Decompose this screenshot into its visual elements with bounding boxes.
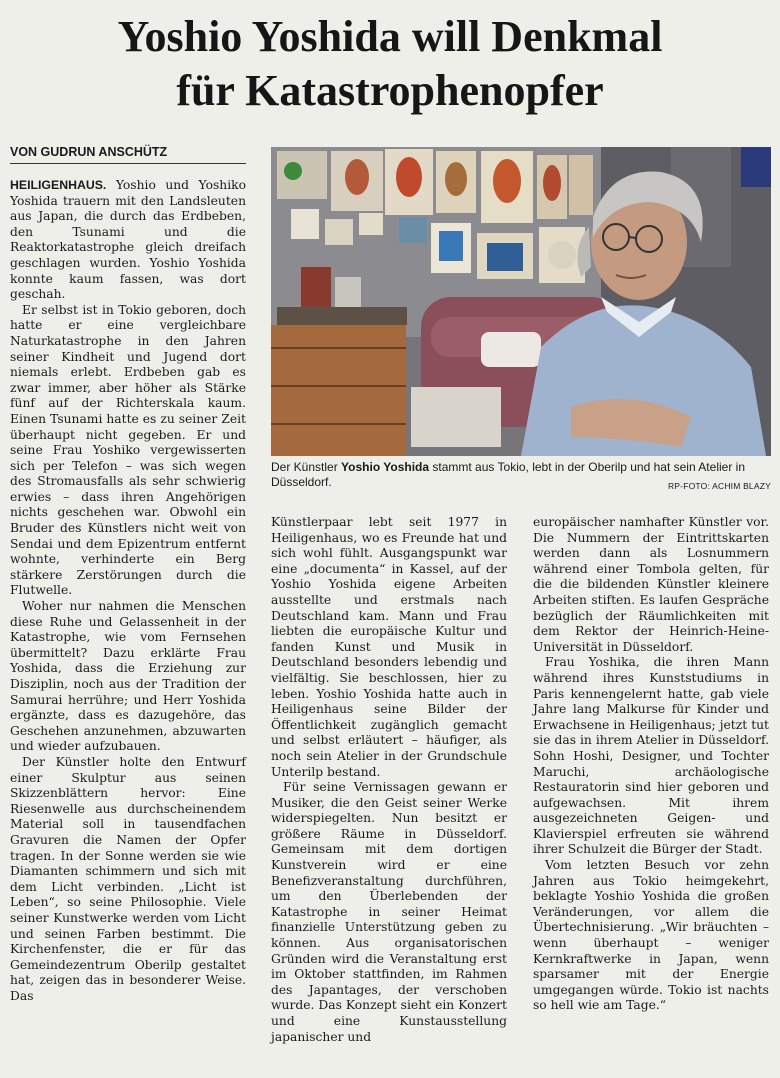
paragraph: Woher nur nahmen die Menschen diese Ruhe und Gelassenheit in der Katastrophe, wie vom Fernsehen übermittelt? Dazu erklärte Frau Yoshida, dass die Erziehung zur Disziplin, noch aus der Tradition der Samurai herrühre; und Herr Yoshida ergänzte, dass es dazugehöre, das Geschehen anzunehmen, abzuwarten und wieder aufzubauen.: [10, 599, 246, 754]
dateline: HEILIGENHAUS.: [10, 178, 107, 192]
photo-credit: RP-FOTO: ACHIM BLAZY: [667, 481, 771, 491]
paragraph: Vom letzten Besuch vor zehn Jahren aus Tokio heimgekehrt, beklagte Yoshio Yoshida die großen Veränderungen, vor allem die Übertechnisierung. „Wir bräuchten – wenn überhaupt – weniger Kernkraftwerke in Japan, wenn sparsamer mit der Energie umgegangen würde. Tokio ist nachts so hell wie am Tage.“: [533, 858, 769, 1013]
paragraph: Frau Yoshika, die ihren Mann während ihres Kunststudiums in Paris kennengelernt hatte, gab viele Jahre lang Malkurse für Kinder und Erwachsene in Heiligenhaus; jetzt tut sie das in ihrem Atelier in Düsseldorf. Sohn Hoshi, Designer, und Tochter Maruchi, archäologische Restauratorin sind hier geboren und aufgewachsen. Mit ihrem ausgezeichneten Geigen- und Klavierspiel erfreuten sie während ihrer Schulzeit die Bürger der Stadt.: [533, 655, 769, 857]
paragraph: Der Künstler holte den Entwurf einer Skulptur aus seinen Skizzenblättern hervor: Eine Riesenwelle aus durchscheinendem Material soll in tausendfachen Gravuren die Namen der Opfer tragen. In der Sonne werden sie wie Diamanten schimmern und sich mit dem Licht verbinden. „Licht ist Leben“, so seine Philosophie. Viele seiner Kunstwerke werden vom Licht und seinen Farben bestimmt. Die Kirchenfenster, die er für das Gemeindezentrum Oberilp gestaltet hat, zeigen das in besonderer Weise. Das: [10, 754, 246, 1003]
paragraph: Er selbst ist in Tokio geboren, doch hatte er eine vergleichbare Naturkatastrophe in den Jahren seiner Kindheit und Jugend dort niemals erlebt. Erdbeben gab es zwar immer, aber höher als Stärke fünf auf der Richterskala kaum. Einen Tsunami hatte es zu seiner Zeit überhaupt nicht gegeben. Er und seine Frau Yoshiko vergewisserten sich per Telefon – was sich wegen des Stromausfalls als sehr schwierig erwies – dass ihren Angehörigen nichts geschehen war. Obwohl ein Bruder des Künstlers nicht weit von Sendai und dem Epizentrum entfernt wohnte, verhinderte ein Berg stärkere Zerstörungen durch die Flutwelle.: [10, 302, 246, 598]
caption-name: Yoshio Yoshida: [341, 460, 430, 474]
photo-artist-in-studio: [271, 147, 771, 456]
article-column-2: [271, 515, 507, 1045]
paragraph: europäischer namhafter Künstler vor. Die Nummern der Eintrittskarten werden dann als Losnummern während einer Tombola gelten, für die die bildenden Künstler kleinere Arbeiten stiften. Es laufen Gespräche bezüglich der Räumlichkeiten mit dem Rektor der Heinrich-Heine-Universität in Düsseldorf.: [533, 515, 769, 654]
byline: VON GUDRUN ANSCHÜTZ: [10, 145, 246, 164]
caption-text: stammt aus Tokio, lebt in der Oberilp und hat sein Atelier in Düsseldorf.: [271, 460, 745, 489]
headline-line-2: für Katastrophenopfer: [176, 66, 604, 115]
paragraph: Für seine Vernissagen gewann er Musiker, die den Geist seiner Werke widerspiegelten. Nun besitzt er größere Räume in Düsseldorf. Gemeinsam mit dem dortigen Kunstverein wird er eine Benefizveranstaltung durchführen, um den Überlebenden der Katastrophe in seiner Heimat finanzielle Unterstützung geben zu können. Aus organisatorischen Gründen wird die Veranstaltung erst im Oktober stattfinden, im Rahmen des Japantages, der verschoben wurde. Das Konzept sieht ein Konzert und eine Kunstausstellung japanischer und: [271, 780, 507, 1044]
paragraph-text: Yoshio und Yoshiko Yoshida trauern mit den Landsleuten aus Japan, die durch das Erdbeben, den Tsunami und die Reaktorkatastrophe gleich dreifach geschlagen wurden. Yoshio Yoshida konnte kaum fassen, was dort geschah.: [10, 178, 246, 302]
paragraph: [10, 178, 246, 303]
paragraph: Künstlerpaar lebt seit 1977 in Heiligenhaus, wo es Freunde hat und sich wohl fühlt. Ausgangspunkt war eine „documenta“ in Kassel, auf der Yoshio Yoshida eigene Arbeiten ausstellte und erstmals nach Deutschland kam. Mann und Frau liebten die europäische Kultur und fanden Kunst und Musik in Deutschland besonders lebendig und vielfältig. Sie beschlossen, hier zu leben. Yoshio Yoshida hatte auch in Heiligenhaus seine Bilder der Öffentlichkeit zugänglich gemacht und selbst erläutert – häufiger, als noch sein Atelier in der Grundschule Unterilp bestand.: [271, 515, 507, 779]
article-column-3: [533, 515, 769, 1014]
article-photo: [271, 147, 771, 456]
article-column-1: [10, 178, 246, 1004]
caption-prefix: Der Künstler: [271, 460, 342, 474]
headline: [0, 10, 780, 118]
headline-line-1: Yoshio Yoshida will Denkmal: [117, 12, 663, 61]
